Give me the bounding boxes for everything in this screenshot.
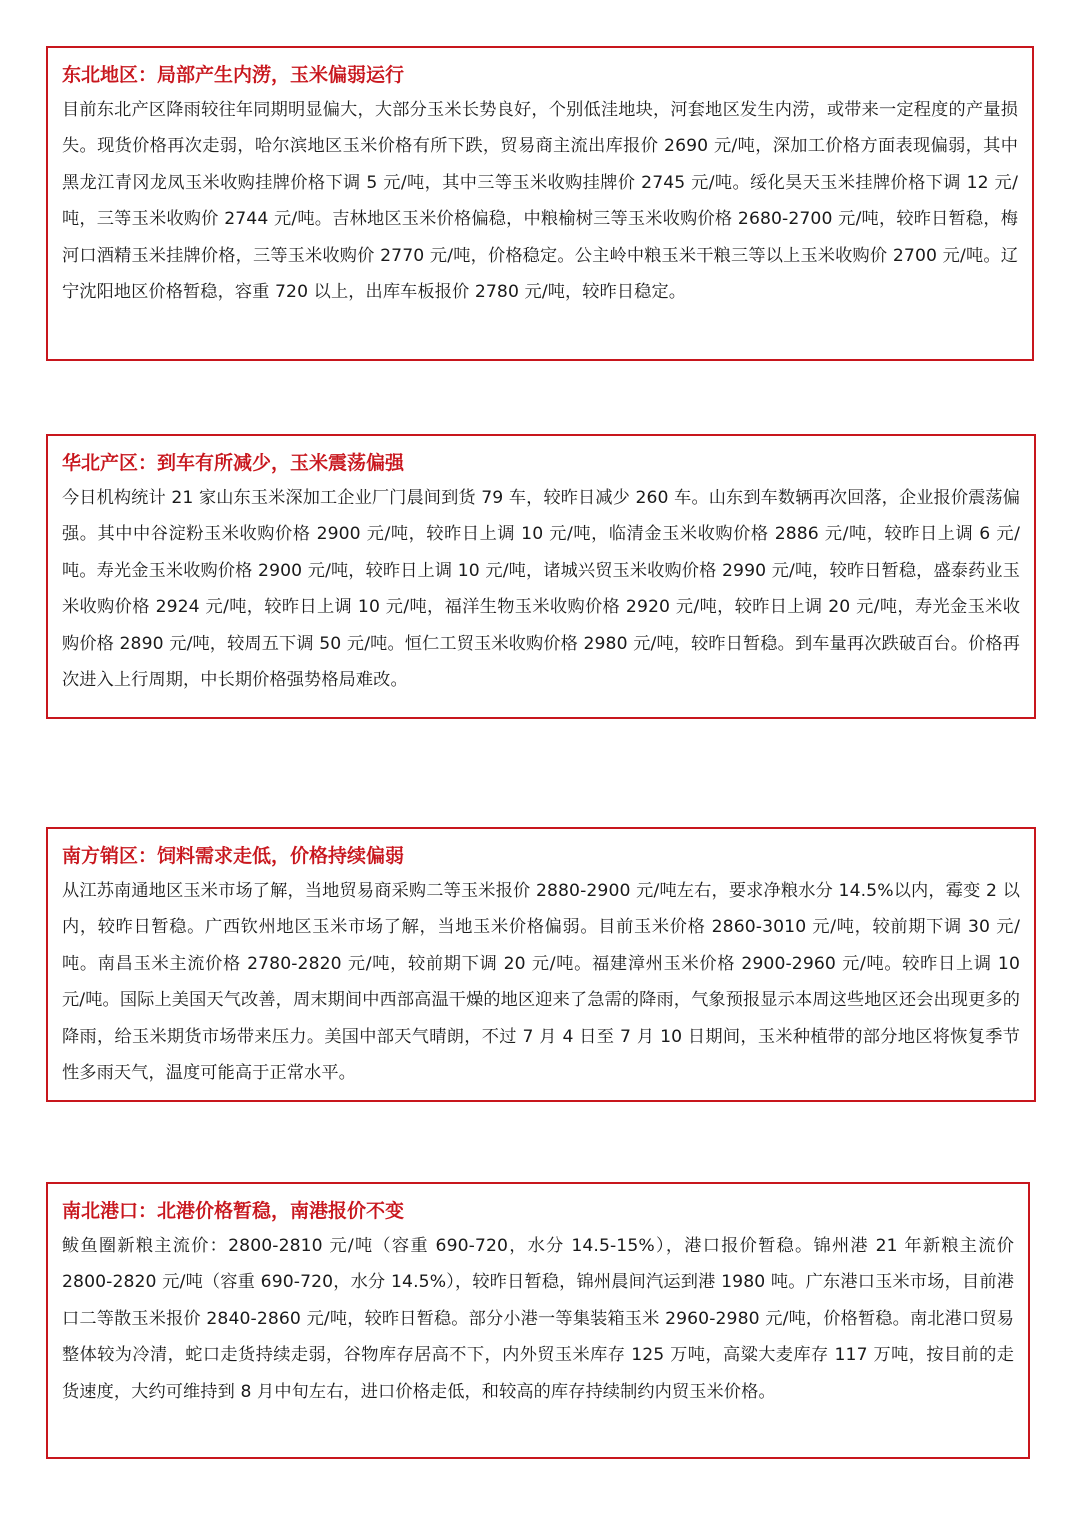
section-north-china [46,434,1036,719]
section-title: 华北产区：到车有所减少，玉米震荡偏强 [62,452,405,474]
section-title: 南北港口：北港价格暂稳，南港报价不变 [62,1200,405,1222]
section-ports [46,1182,1030,1459]
section-title: 东北地区：局部产生内涝，玉米偏弱运行 [62,64,405,86]
section-southern-market [46,827,1036,1102]
section-northeast [46,46,1034,361]
section-body: 鲅鱼圈新粮主流价：2800-2810 元/吨（容重 690-720，水分 14.5-15%），港口报价暂稳。锦州港 21 年新粮主流价 2800-2820 元/吨（容重 690-720，水分 14.5%），较昨日暂稳，锦州晨间汽运到港 1980 吨。广东港口玉米市场，目前港口二等散玉米报价 2840-2860 元/吨，较昨日暂稳。部分小港一等集装箱玉米 2960-2980 元/吨，价格暂稳。南北港口贸易整体较为冷清，蛇口走货持续走弱，谷物库存居高不下，内外贸玉米库存 125 万吨，高粱大麦库存 117 万吨，按目前的走货速度，大约可维持到 8 月中旬左右，进口价格走低，和较高的库存持续制约内贸玉米价格。 [62,1236,1014,1402]
section-body: 从江苏南通地区玉米市场了解，当地贸易商采购二等玉米报价 2880-2900 元/吨左右，要求净粮水分 14.5%以内，霉变 2 以内，较昨日暂稳。广西钦州地区玉米市场了解，当地玉米价格偏弱。目前玉米价格 2860-3010 元/吨，较前期下调 30 元/吨。南昌玉米主流价格 2780-2820 元/吨，较前期下调 20 元/吨。福建漳州玉米价格 2900-2960 元/吨。较昨日上调 10 元/吨。国际上美国天气改善，周末期间中西部高温干燥的地区迎来了急需的降雨，气象预报显示本周这些地区还会出现更多的降雨，给玉米期货市场带来压力。美国中部天气晴朗，不过 7 月 4 日至 7 月 10 日期间，玉米种植带的部分地区将恢复季节性多雨天气，温度可能高于正常水平。 [62,881,1020,1084]
section-body: 目前东北产区降雨较往年同期明显偏大，大部分玉米长势良好，个别低洼地块，河套地区发生内涝，或带来一定程度的产量损失。现货价格再次走弱，哈尔滨地区玉米价格有所下跌，贸易商主流出库报价 2690 元/吨，深加工价格方面表现偏弱，其中黑龙江青冈龙凤玉米收购挂牌价格下调 5 元/吨，其中三等玉米收购挂牌价 2745 元/吨。绥化昊天玉米挂牌价格下调 12 元/吨，三等玉米收购价 2744 元/吨。吉林地区玉米价格偏稳，中粮榆树三等玉米收购价格 2680-2700 元/吨，较昨日暂稳，梅河口酒精玉米挂牌价格，三等玉米收购价 2770 元/吨，价格稳定。公主岭中粮玉米干粮三等以上玉米收购价 2700 元/吨。辽宁沈阳地区价格暂稳，容重 720 以上，出库车板报价 2780 元/吨，较昨日稳定。 [62,100,1018,303]
section-title: 南方销区：饲料需求走低，价格持续偏弱 [62,845,405,867]
section-body: 今日机构统计 21 家山东玉米深加工企业厂门晨间到货 79 车，较昨日减少 260 车。山东到车数辆再次回落，企业报价震荡偏强。其中中谷淀粉玉米收购价格 2900 元/吨，较昨日上调 10 元/吨，临清金玉米收购价格 2886 元/吨，较昨日上调 6 元/吨。寿光金玉米收购价格 2900 元/吨，较昨日上调 10 元/吨，诸城兴贸玉米收购价格 2990 元/吨，较昨日暂稳，盛泰药业玉米收购价格 2924 元/吨，较昨日上调 10 元/吨，福洋生物玉米收购价格 2920 元/吨，较昨日上调 20 元/吨，寿光金玉米收购价格 2890 元/吨，较周五下调 50 元/吨。恒仁工贸玉米收购价格 2980 元/吨，较昨日暂稳。到车量再次跌破百台。价格再次进入上行周期，中长期价格强势格局难改。 [62,488,1020,691]
